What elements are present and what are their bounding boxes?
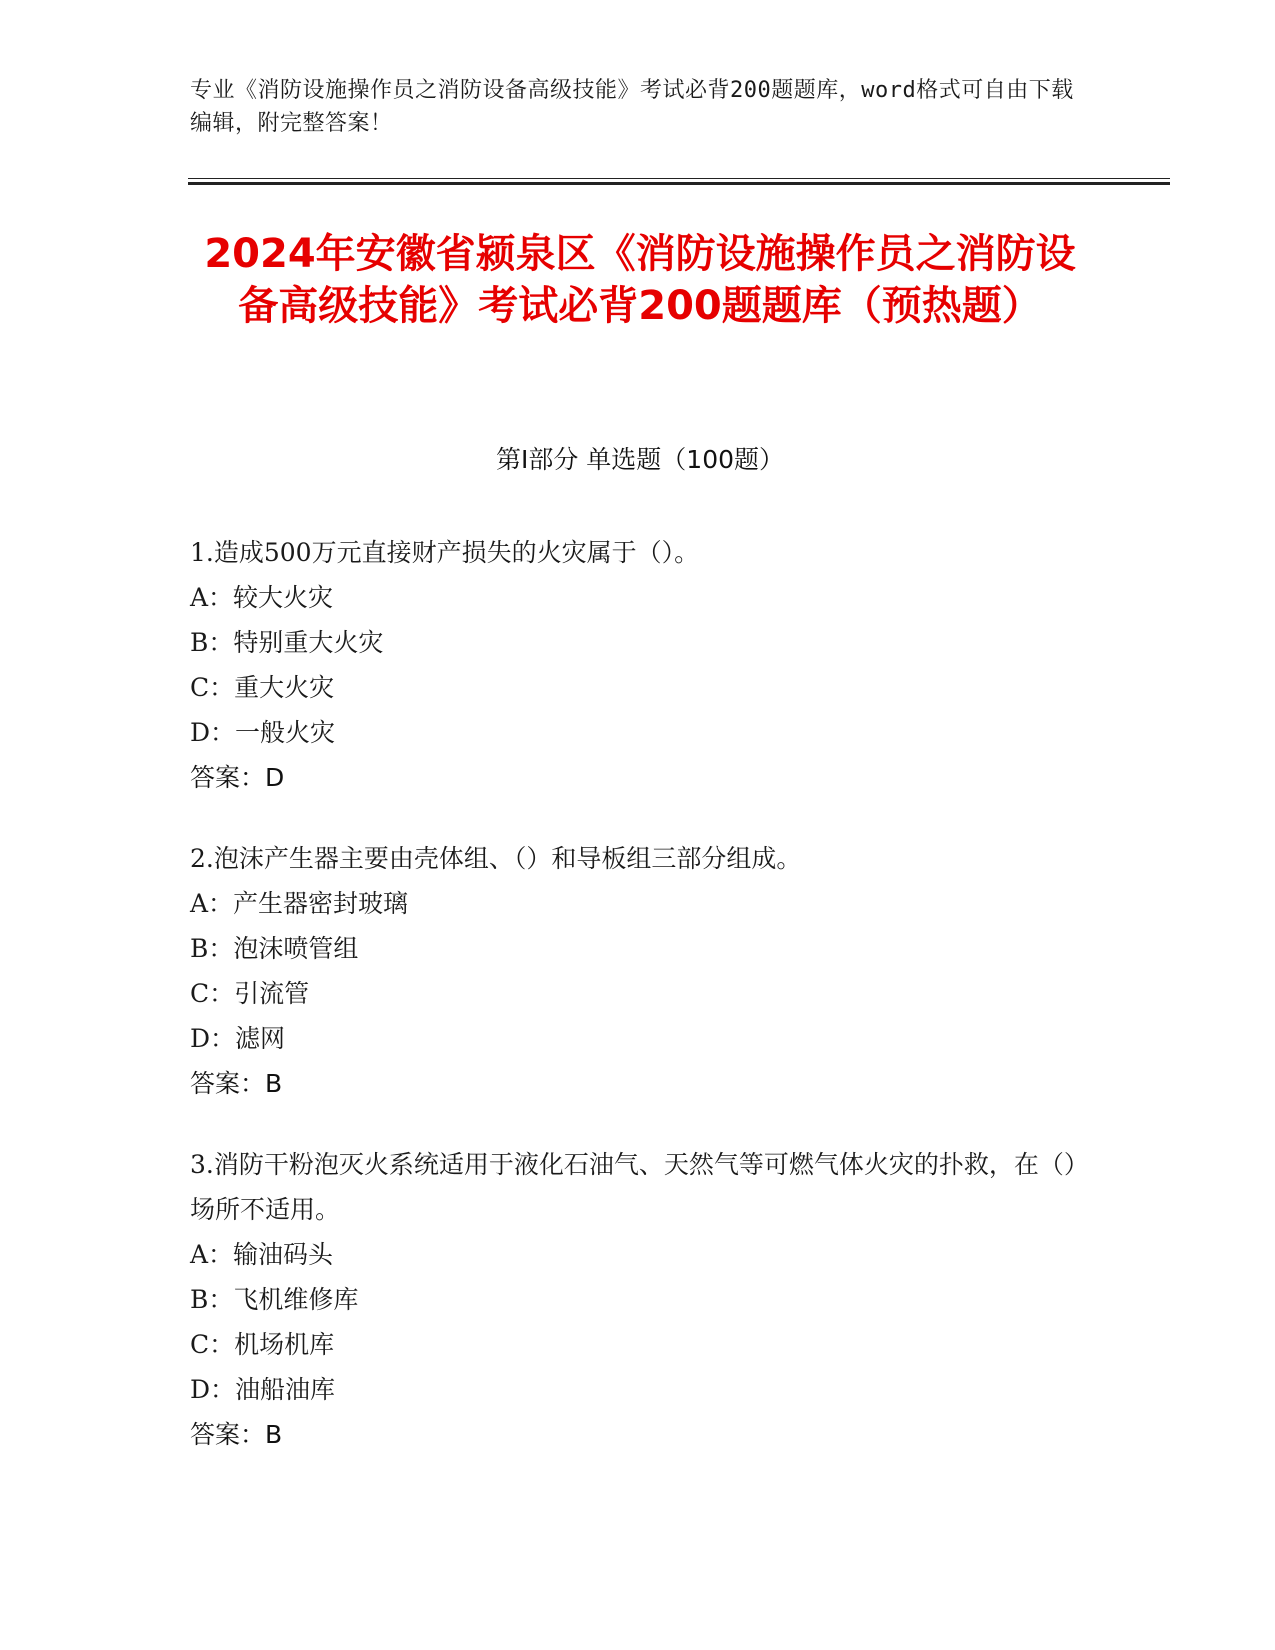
header-divider-thick xyxy=(188,182,1170,185)
question-item xyxy=(190,836,1090,1106)
option-d: D：油船油库 xyxy=(190,1375,336,1404)
option-b: B：特别重大火灾 xyxy=(190,628,384,657)
option-a: A：产生器密封玻璃 xyxy=(190,889,409,918)
option-d: D：滤网 xyxy=(190,1024,286,1053)
answer: 答案：B xyxy=(190,1420,283,1449)
question-item xyxy=(190,530,1090,800)
option-c: C：引流管 xyxy=(190,979,310,1008)
option-c: C：重大火灾 xyxy=(190,673,335,702)
question-stem: 1.造成500万元直接财产损失的火灾属于（）。 xyxy=(190,538,700,567)
question-stem: 2.泡沫产生器主要由壳体组、（）和导板组三部分组成。 xyxy=(190,844,802,873)
option-c: C：机场机库 xyxy=(190,1330,335,1359)
header-note: 专业《消防设施操作员之消防设备高级技能》考试必背200题题库，word格式可自由下载编辑，附完整答案！ xyxy=(190,78,1074,136)
question-list xyxy=(190,530,1090,1493)
option-d: D：一般火灾 xyxy=(190,718,336,747)
answer: 答案：B xyxy=(190,1069,283,1098)
question-stem: 3.消防干粉泡灭火系统适用于液化石油气、天然气等可燃气体火灾的扑救，在（）场所不适用。 xyxy=(190,1150,1089,1224)
option-a: A：较大火灾 xyxy=(190,583,334,612)
header-divider-thin xyxy=(188,178,1170,179)
answer: 答案：D xyxy=(190,763,285,792)
section-title: 第Ⅰ部分 单选题（100题） xyxy=(495,445,785,474)
option-b: B：泡沫喷管组 xyxy=(190,934,359,963)
question-item xyxy=(190,1142,1090,1457)
document-title: 2024年安徽省颍泉区《消防设施操作员之消防设备高级技能》考试必背200题题库（预热题） xyxy=(204,231,1076,329)
option-a: A：输油码头 xyxy=(190,1240,334,1269)
option-b: B：飞机维修库 xyxy=(190,1285,359,1314)
